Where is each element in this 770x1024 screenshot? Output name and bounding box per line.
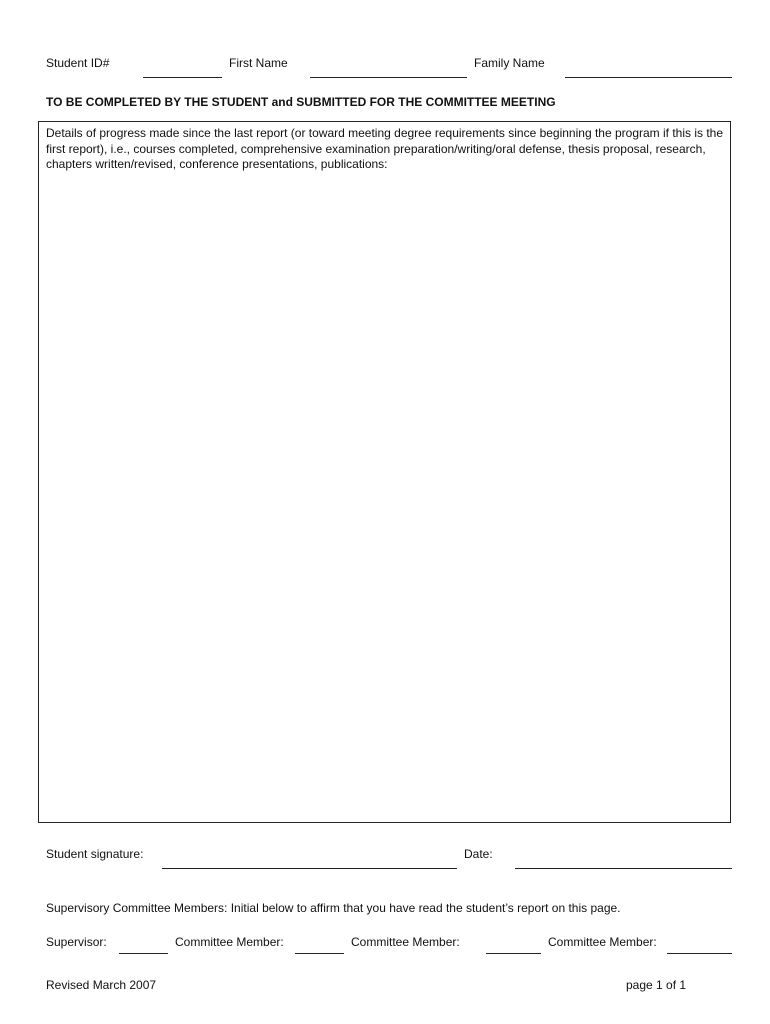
family-name-label: Family Name [474,56,545,70]
section-heading: TO BE COMPLETED BY THE STUDENT and SUBMITTED FOR THE COMMITTEE MEETING [46,95,556,109]
student-signature-field[interactable] [162,868,457,869]
committee-note: Supervisory Committee Members: Initial below to affirm that you have read the student’s report on this page. [46,901,621,915]
student-id-field[interactable] [143,77,222,78]
progress-details-box[interactable] [38,121,731,823]
first-name-field[interactable] [310,77,467,78]
committee-member-label-3: Committee Member: [548,935,657,949]
committee-member-label-1: Committee Member: [175,935,284,949]
date-label: Date: [464,847,493,861]
progress-instructions: Details of progress made since the last report (or toward meeting degree requirements since beginning the program if this is the first report), i.e., courses completed, comprehensive examination preparation/writing/oral defense, thesis proposal, research, chapters written/revised, conference presentations, publications: [46,126,724,171]
committee-member-initial-field-3[interactable] [667,953,732,954]
student-signature-label: Student signature: [46,847,144,861]
committee-member-initial-field-1[interactable] [295,953,344,954]
revised-date: Revised March 2007 [46,978,157,992]
committee-member-initial-field-2[interactable] [486,953,541,954]
date-field[interactable] [515,868,732,869]
supervisor-label: Supervisor: [46,935,107,949]
page-number: page 1 of 1 [626,978,687,992]
committee-member-label-2: Committee Member: [351,935,460,949]
first-name-label: First Name [229,56,288,70]
student-id-label: Student ID# [46,56,110,70]
family-name-field[interactable] [565,77,732,78]
supervisor-initial-field[interactable] [119,953,168,954]
